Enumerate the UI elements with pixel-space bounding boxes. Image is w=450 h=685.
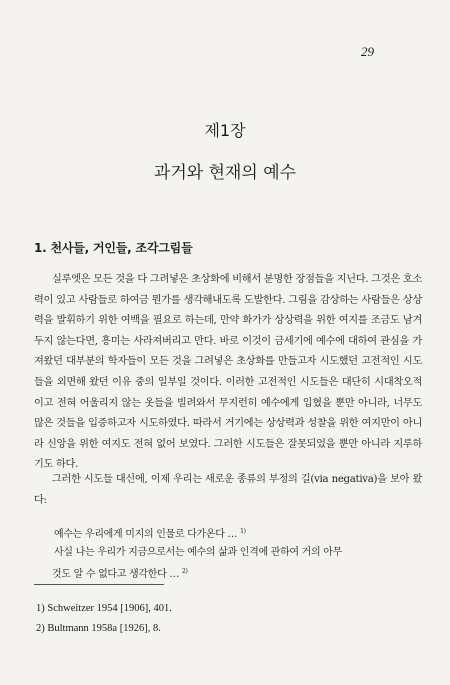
section-heading: 1. 천사들, 거인들, 조각그림들 [34,241,193,255]
footnote-ref-2: 2) [181,568,188,575]
quote-1 [54,522,422,544]
chapter-title: 과거와 현재의 예수 [153,163,297,183]
chapter-number: 제1장 [204,121,246,140]
footnote-1: 1) Schweitzer 1954 [1906], 401. [36,603,172,614]
footnote-2: 2) Bultmann 1958a [1926], 8. [36,623,161,634]
quote-2 [54,543,422,584]
page-number: 29 [361,44,374,59]
body-paragraph-2: 그러한 시도들 대신에, 이제 우리는 새로운 종류의 부정의 길(via negativa)을 보아 왔다: [34,474,422,506]
quote-2-rest-text: 것도 알 수 없다고 생각한다 … [52,569,180,580]
quote-2-line-2 [52,562,422,584]
body-paragraph-1: 실루엣은 모든 것을 다 그려넣은 초상화에 비해서 분명한 장점들을 지닌다. 그것은 호소력이 있고 사람들로 하여금 뭔가를 생각해내도록 도발한다. 그림을 감상하는 사람들은 상상력을 발휘하기 위한 여백을 필요로 하는데, 만약 화가가 상상력을 위한 여지를 조금도 남겨두지 않는다면, 흥미는 사라져버리고 만다. 바로 이것이 금세기에 예수에 대하여 관심을 가져왔던 대부분의 학자들이 모든 것을 그려넣은 초상화를 만들고자 시도했던 고전적인 시도들을 외면해 왔던 이유 중의 일부일 것이다. 이러한 고전적인 시도들은 대단히 시대착오적이고 전혀 어울리지 않는 옷들을 빌려와서 무지런히 예수에게 입혔을 뿐만 아니라, 너무도 많은 것들을 입증하고자 시도하였다. 따라서 거기에는 상상력과 성찰을 위한 여지만이 아니라 신앙을 위한 여지도 전혀 없어 보였다. 그러한 시도들은 잘못되었을 뿐만 아니라 지루하기도 하다. [34,274,422,471]
quote-2-line-1: 사실 나는 우리가 지금으로서는 예수의 삶과 인격에 관하여 거의 아무 [54,547,342,558]
footnote-rule [34,584,164,585]
footnote-ref-1: 1) [240,528,246,535]
quote-1-text: 예수는 우리에게 미지의 인물로 다가온다 … [54,529,238,540]
